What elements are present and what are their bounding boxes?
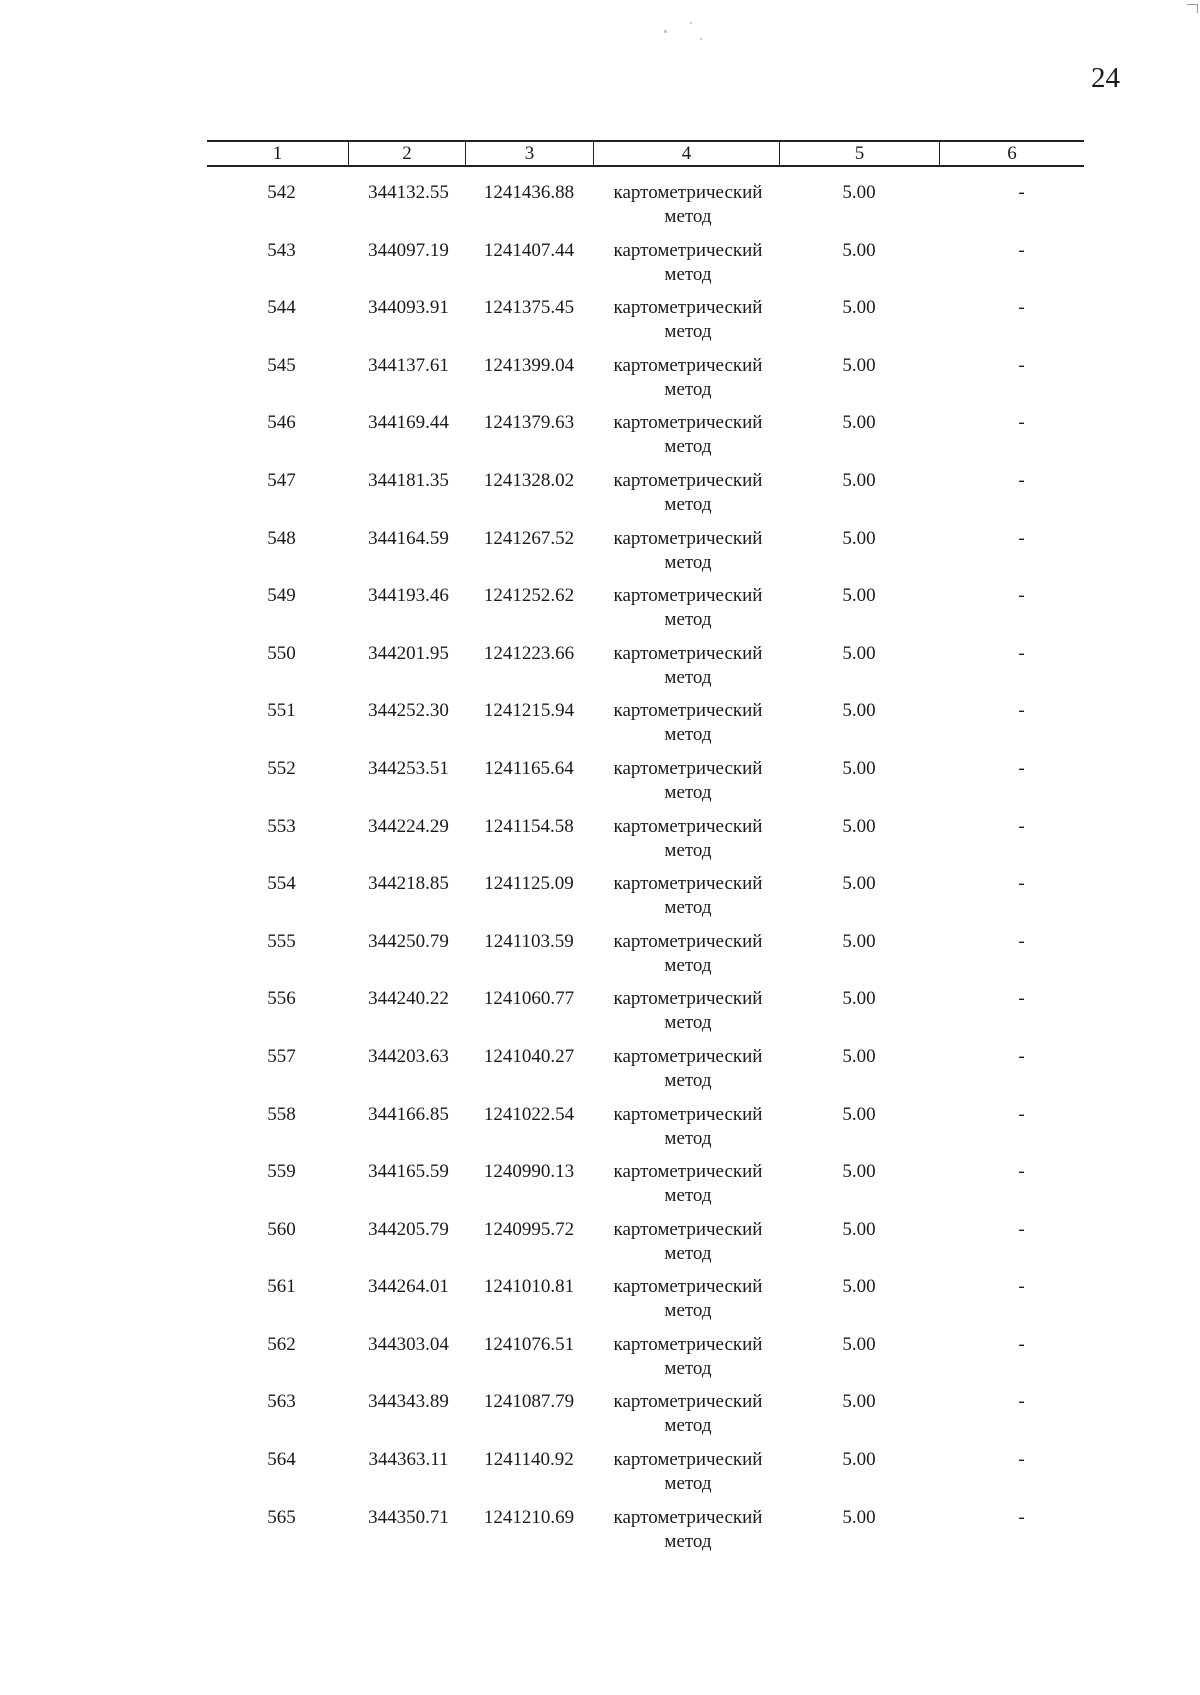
table-row <box>207 469 1084 527</box>
y-coordinate-cell: 1241399.04 <box>483 354 575 376</box>
y-coordinate-cell: 1241375.45 <box>483 297 575 319</box>
method-cell <box>593 1218 779 1276</box>
y-coordinate-cell: 1241076.51 <box>483 1333 575 1355</box>
method-cell <box>593 239 779 297</box>
x-coordinate-cell: 344240.22 <box>368 988 449 1010</box>
note-cell: - <box>1018 642 1025 664</box>
method-line-1: картометрический <box>613 1506 763 1528</box>
note-cell: - <box>1018 988 1025 1010</box>
x-coordinate-cell: 344164.59 <box>368 527 449 549</box>
method-line-1: картометрический <box>613 873 763 895</box>
note-cell: - <box>1018 700 1025 722</box>
x-coordinate-cell: 344165.59 <box>368 1161 449 1183</box>
x-coordinate-cell: 344253.51 <box>368 757 449 779</box>
column-header-6: 6 <box>939 142 1084 165</box>
note-cell: - <box>1018 1506 1025 1528</box>
note-cell: - <box>1018 815 1025 837</box>
method-line-2: метод <box>664 1473 712 1495</box>
accuracy-cell: 5.00 <box>842 1276 876 1298</box>
note-cell: - <box>1018 1103 1025 1125</box>
x-coordinate-cell: 344264.01 <box>368 1276 449 1298</box>
scan-speck <box>664 30 667 33</box>
note-cell: - <box>1018 239 1025 261</box>
y-coordinate-cell: 1241040.27 <box>483 1045 575 1067</box>
x-coordinate-cell: 344132.55 <box>368 182 449 203</box>
accuracy-cell: 5.00 <box>842 297 876 319</box>
method-line-2: метод <box>664 839 712 861</box>
note-cell: - <box>1018 1391 1025 1413</box>
method-line-2: метод <box>664 263 712 285</box>
method-cell <box>593 757 779 815</box>
table-row <box>207 1103 1084 1161</box>
method-line-2: метод <box>664 436 712 458</box>
x-coordinate-cell: 344097.19 <box>368 239 449 261</box>
table-row <box>207 1390 1084 1448</box>
y-coordinate-cell: 1241154.58 <box>484 815 574 837</box>
method-line-2: метод <box>664 493 712 515</box>
point-number-cell: 553 <box>267 815 296 837</box>
coordinates-table-body <box>207 181 1084 1563</box>
table-row <box>207 1218 1084 1276</box>
method-line-2: метод <box>664 551 712 573</box>
point-number-cell: 544 <box>267 297 296 319</box>
y-coordinate-cell: 1241060.77 <box>483 988 575 1010</box>
accuracy-cell: 5.00 <box>842 182 876 203</box>
method-line-2: метод <box>664 954 712 976</box>
accuracy-cell: 5.00 <box>842 1161 876 1183</box>
accuracy-cell: 5.00 <box>842 642 876 664</box>
table-row <box>207 181 1084 239</box>
point-number-cell: 558 <box>267 1103 296 1125</box>
method-line-1: картометрический <box>613 1045 763 1067</box>
method-line-2: метод <box>664 1242 712 1264</box>
y-coordinate-cell: 1241103.59 <box>484 930 574 952</box>
note-cell: - <box>1018 1045 1025 1067</box>
y-coordinate-cell: 1241407.44 <box>483 239 575 261</box>
accuracy-cell: 5.00 <box>842 1103 876 1125</box>
method-line-1: картометрический <box>613 1449 763 1471</box>
column-header-1: 1 <box>272 142 283 164</box>
accuracy-cell: 5.00 <box>842 527 876 549</box>
table-row <box>207 930 1084 988</box>
x-coordinate-cell: 344224.29 <box>368 815 449 837</box>
method-cell <box>593 411 779 469</box>
note-cell: - <box>1018 354 1025 376</box>
point-number-cell: 548 <box>267 527 296 549</box>
point-number-cell: 559 <box>267 1161 296 1183</box>
x-coordinate-cell: 344250.79 <box>368 930 449 952</box>
method-line-1: картометрический <box>613 700 763 722</box>
table-row <box>207 239 1084 297</box>
accuracy-cell: 5.00 <box>842 585 876 607</box>
method-line-1: картометрический <box>613 412 763 434</box>
x-coordinate-cell: 344201.95 <box>368 642 449 664</box>
accuracy-cell: 5.00 <box>842 1333 876 1355</box>
note-cell: - <box>1018 930 1025 952</box>
method-cell <box>593 987 779 1045</box>
method-line-1: картометрический <box>613 527 763 549</box>
method-line-1: картометрический <box>613 1391 763 1413</box>
y-coordinate-cell: 1241223.66 <box>483 642 575 664</box>
accuracy-cell: 5.00 <box>842 469 876 491</box>
method-line-2: метод <box>664 1185 712 1207</box>
method-line-2: метод <box>664 1069 712 1091</box>
accuracy-cell: 5.00 <box>842 700 876 722</box>
x-coordinate-cell: 344218.85 <box>368 873 449 895</box>
x-coordinate-cell: 344137.61 <box>368 354 449 376</box>
accuracy-cell: 5.00 <box>842 988 876 1010</box>
point-number-cell: 555 <box>267 930 296 952</box>
x-coordinate-cell: 344343.89 <box>368 1391 449 1413</box>
scan-speck <box>700 38 702 40</box>
method-line-2: метод <box>664 1357 712 1379</box>
note-cell: - <box>1018 1161 1025 1183</box>
accuracy-cell: 5.00 <box>842 815 876 837</box>
method-line-1: картометрический <box>613 297 763 319</box>
point-number-cell: 549 <box>267 585 296 607</box>
table-row <box>207 1275 1084 1333</box>
method-cell <box>593 527 779 585</box>
column-header-3: 3 <box>465 142 593 165</box>
accuracy-cell: 5.00 <box>842 239 876 261</box>
note-cell: - <box>1018 527 1025 549</box>
y-coordinate-cell: 1241328.02 <box>483 469 575 491</box>
method-line-1: картометрический <box>613 469 763 491</box>
y-coordinate-cell: 1241215.94 <box>483 700 575 722</box>
method-cell <box>593 1390 779 1448</box>
y-coordinate-cell: 1241140.92 <box>484 1449 574 1471</box>
accuracy-cell: 5.00 <box>842 412 876 434</box>
accuracy-cell: 5.00 <box>842 1506 876 1528</box>
point-number-cell: 550 <box>267 642 296 664</box>
point-number-cell: 560 <box>267 1218 296 1240</box>
method-cell <box>593 1045 779 1103</box>
y-coordinate-cell: 1241436.88 <box>483 182 575 203</box>
y-coordinate-cell: 1241252.62 <box>483 585 575 607</box>
method-line-1: картометрический <box>613 585 763 607</box>
method-line-1: картометрический <box>613 1276 763 1298</box>
x-coordinate-cell: 344169.44 <box>368 412 449 434</box>
accuracy-cell: 5.00 <box>842 354 876 376</box>
page-number: 24 <box>1091 62 1120 94</box>
point-number-cell: 565 <box>267 1506 296 1528</box>
x-coordinate-cell: 344181.35 <box>368 469 449 491</box>
note-cell: - <box>1018 873 1025 895</box>
method-line-2: метод <box>664 609 712 631</box>
scan-corner-mark <box>1187 4 1198 13</box>
method-line-2: метод <box>664 1012 712 1034</box>
point-number-cell: 552 <box>267 757 296 779</box>
x-coordinate-cell: 344252.30 <box>368 700 449 722</box>
scan-speck <box>690 22 692 24</box>
method-line-2: метод <box>664 1300 712 1322</box>
method-cell <box>593 699 779 757</box>
x-coordinate-cell: 344303.04 <box>368 1333 449 1355</box>
point-number-cell: 547 <box>267 469 296 491</box>
method-cell <box>593 1448 779 1506</box>
table-row <box>207 987 1084 1045</box>
method-line-1: картометрический <box>613 1161 763 1183</box>
method-cell <box>593 1333 779 1391</box>
note-cell: - <box>1018 182 1025 203</box>
column-header-2: 2 <box>348 142 465 165</box>
point-number-cell: 545 <box>267 354 296 376</box>
point-number-cell: 562 <box>267 1333 296 1355</box>
method-line-2: метод <box>664 321 712 343</box>
y-coordinate-cell: 1240990.13 <box>483 1161 575 1183</box>
y-coordinate-cell: 1241379.63 <box>483 412 575 434</box>
y-coordinate-cell: 1240995.72 <box>483 1218 575 1240</box>
point-number-cell: 556 <box>267 988 296 1010</box>
point-number-cell: 546 <box>267 412 296 434</box>
x-coordinate-cell: 344363.11 <box>368 1449 449 1471</box>
method-cell <box>593 296 779 354</box>
note-cell: - <box>1018 412 1025 434</box>
method-line-1: картометрический <box>613 930 763 952</box>
table-row <box>207 354 1084 412</box>
method-cell <box>593 469 779 527</box>
note-cell: - <box>1018 757 1025 779</box>
method-line-1: картометрический <box>613 182 763 203</box>
method-line-1: картометрический <box>613 239 763 261</box>
x-coordinate-cell: 344193.46 <box>368 585 449 607</box>
accuracy-cell: 5.00 <box>842 1449 876 1471</box>
method-cell <box>593 1103 779 1161</box>
point-number-cell: 554 <box>267 873 296 895</box>
method-line-2: метод <box>664 1530 712 1552</box>
note-cell: - <box>1018 585 1025 607</box>
accuracy-cell: 5.00 <box>842 930 876 952</box>
y-coordinate-cell: 1241125.09 <box>484 873 574 895</box>
accuracy-cell: 5.00 <box>842 1218 876 1240</box>
method-line-2: метод <box>664 781 712 803</box>
table-row <box>207 1160 1084 1218</box>
note-cell: - <box>1018 297 1025 319</box>
method-cell <box>593 1506 779 1564</box>
table-row <box>207 1448 1084 1506</box>
method-line-1: картометрический <box>613 988 763 1010</box>
accuracy-cell: 5.00 <box>842 1045 876 1067</box>
method-cell <box>593 642 779 700</box>
table-row <box>207 584 1084 642</box>
point-number-cell: 557 <box>267 1045 296 1067</box>
method-cell <box>593 354 779 412</box>
method-line-2: метод <box>664 724 712 746</box>
x-coordinate-cell: 344350.71 <box>368 1506 449 1528</box>
method-cell <box>593 1275 779 1333</box>
x-coordinate-cell: 344205.79 <box>368 1218 449 1240</box>
y-coordinate-cell: 1241022.54 <box>483 1103 575 1125</box>
table-row <box>207 1045 1084 1103</box>
y-coordinate-cell: 1241210.69 <box>483 1506 575 1528</box>
point-number-cell: 551 <box>267 700 296 722</box>
accuracy-cell: 5.00 <box>842 1391 876 1413</box>
method-line-1: картометрический <box>613 757 763 779</box>
method-cell <box>593 930 779 988</box>
method-line-2: метод <box>664 897 712 919</box>
method-cell <box>593 181 779 239</box>
method-cell <box>593 872 779 930</box>
y-coordinate-cell: 1241165.64 <box>484 757 574 779</box>
table-row <box>207 699 1084 757</box>
method-line-1: картометрический <box>613 1218 763 1240</box>
y-coordinate-cell: 1241010.81 <box>483 1276 575 1298</box>
column-header-4: 4 <box>593 142 779 165</box>
point-number-cell: 543 <box>267 239 296 261</box>
method-cell <box>593 1160 779 1218</box>
method-line-2: метод <box>664 1415 712 1437</box>
table-row <box>207 642 1084 700</box>
y-coordinate-cell: 1241267.52 <box>483 527 575 549</box>
table-row <box>207 1333 1084 1391</box>
method-line-1: картометрический <box>613 1333 763 1355</box>
point-number-cell: 542 <box>267 182 296 203</box>
column-header-5: 5 <box>779 142 939 165</box>
method-line-2: метод <box>664 666 712 688</box>
x-coordinate-cell: 344093.91 <box>368 297 449 319</box>
point-number-cell: 561 <box>267 1276 296 1298</box>
y-coordinate-cell: 1241087.79 <box>483 1391 575 1413</box>
method-cell <box>593 584 779 642</box>
note-cell: - <box>1018 469 1025 491</box>
method-line-1: картометрический <box>613 642 763 664</box>
method-line-2: метод <box>664 378 712 400</box>
note-cell: - <box>1018 1333 1025 1355</box>
accuracy-cell: 5.00 <box>842 873 876 895</box>
method-line-1: картометрический <box>613 1103 763 1125</box>
method-line-1: картометрический <box>613 815 763 837</box>
point-number-cell: 564 <box>267 1449 296 1471</box>
method-line-2: метод <box>664 206 712 227</box>
table-row <box>207 872 1084 930</box>
table-row <box>207 527 1084 585</box>
method-line-1: картометрический <box>613 354 763 376</box>
accuracy-cell: 5.00 <box>842 757 876 779</box>
x-coordinate-cell: 344203.63 <box>368 1045 449 1067</box>
table-row <box>207 296 1084 354</box>
note-cell: - <box>1018 1449 1025 1471</box>
table-row <box>207 757 1084 815</box>
method-cell <box>593 815 779 873</box>
x-coordinate-cell: 344166.85 <box>368 1103 449 1125</box>
table-row <box>207 1506 1084 1564</box>
note-cell: - <box>1018 1276 1025 1298</box>
table-header <box>207 140 1084 167</box>
table-row <box>207 815 1084 873</box>
point-number-cell: 563 <box>267 1391 296 1413</box>
method-line-2: метод <box>664 1127 712 1149</box>
table-row <box>207 411 1084 469</box>
note-cell: - <box>1018 1218 1025 1240</box>
